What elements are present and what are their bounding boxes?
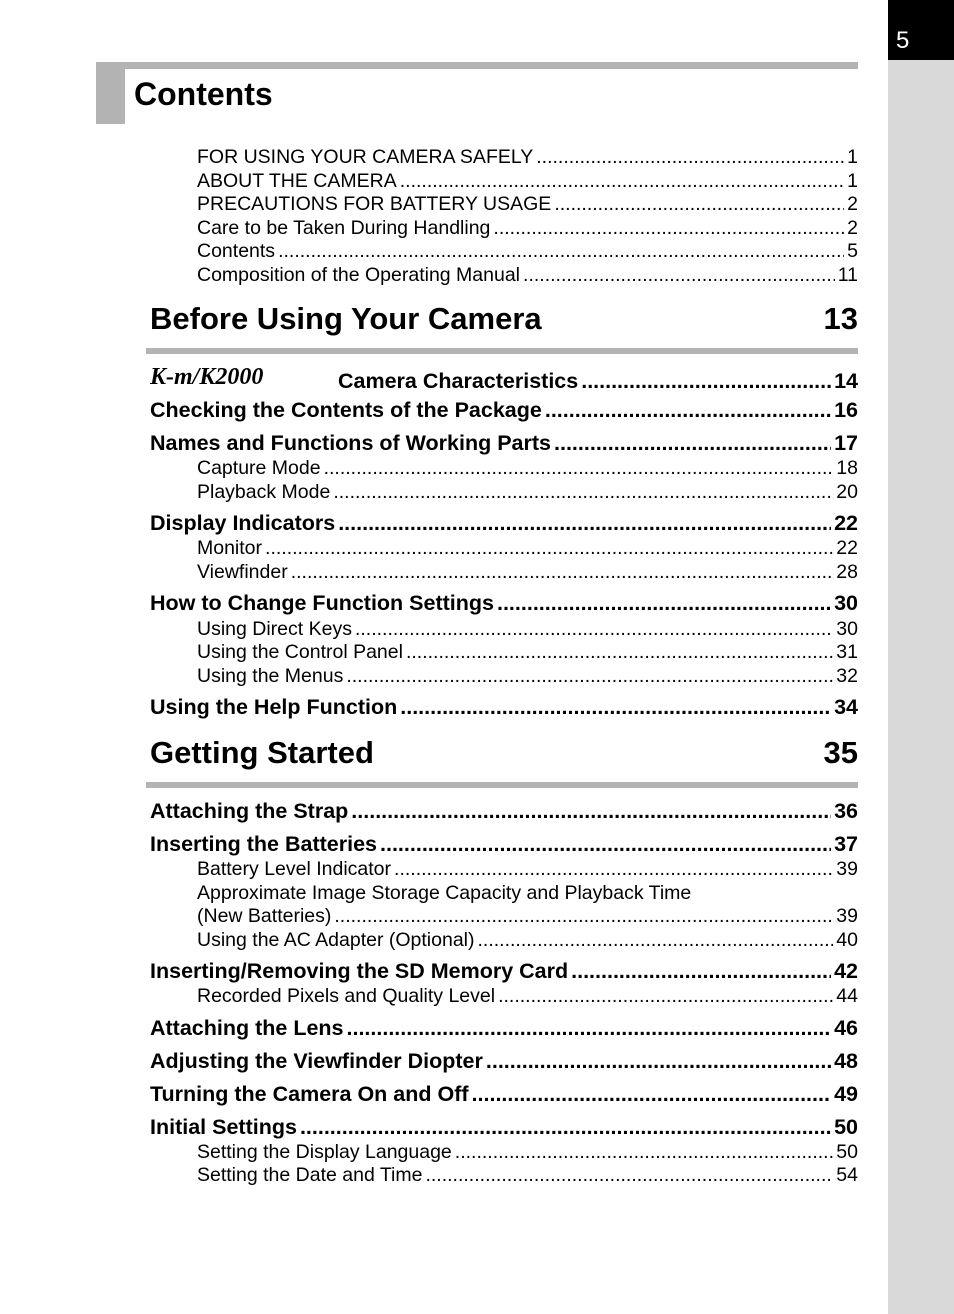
toc-sub-entry[interactable]: Using the Control Panel ..... 31 (197, 640, 858, 664)
toc-chapter-entry[interactable]: Display Indicators ..... 22 (150, 510, 858, 536)
toc-chapter-entry[interactable]: Attaching the Lens ..... 46 (150, 1015, 858, 1041)
page-number: 5 (896, 27, 910, 54)
camera-model-logo (150, 364, 330, 388)
toc-entry[interactable]: ABOUT THE CAMERA ..... 1 (197, 169, 858, 193)
contents-header-bar (96, 62, 858, 69)
toc-chapter-entry[interactable]: Attaching the Strap ..... 36 (150, 798, 858, 824)
toc-sub-entry[interactable]: Setting the Display Language ..... 50 (197, 1140, 858, 1164)
toc-sub-entry[interactable]: Viewfinder ..... 28 (197, 560, 858, 584)
toc-sub-entry[interactable]: Monitor ..... 22 (197, 536, 858, 560)
toc-sub-entry[interactable]: Capture Mode ..... 18 (197, 456, 858, 480)
toc-sub-entry[interactable]: (New Batteries) ..... 39 (197, 904, 858, 928)
contents-header-block (96, 62, 125, 124)
toc-sub-entry[interactable]: Using the Menus ..... 32 (197, 664, 858, 688)
toc-sub-entry-label[interactable]: Approximate Image Storage Capacity and Playback Time (197, 882, 692, 904)
toc-sub-entry[interactable]: Playback Mode ..... 20 (197, 480, 858, 504)
section-page: 35 (823, 735, 858, 770)
camera-model-logo-text: K-m/K2000 (150, 364, 264, 388)
toc-chapter-entry[interactable]: Checking the Contents of the Package ..... 16 (150, 397, 858, 423)
toc-entry[interactable]: Contents ..... 5 (197, 239, 858, 263)
section-title: Before Using Your Camera (150, 301, 542, 336)
side-thumb-strip (888, 0, 954, 1314)
toc-chapter-entry[interactable]: Using the Help Function ..... 34 (150, 694, 858, 720)
toc-chapter-entry[interactable]: Initial Settings ..... 50 (150, 1114, 858, 1140)
section-heading[interactable] (150, 301, 858, 337)
toc-chapter-entry[interactable]: How to Change Function Settings ..... 30 (150, 590, 858, 616)
section-rule (146, 782, 858, 788)
section-rule (146, 348, 858, 354)
toc-chapter-entry[interactable]: Inserting/Removing the SD Memory Card ..... 42 (150, 958, 858, 984)
toc-entry[interactable]: FOR USING YOUR CAMERA SAFELY ..... 1 (197, 145, 858, 169)
section-page: 13 (823, 301, 858, 336)
toc-chapter-entry[interactable]: K-m/K2000 Camera Characteristics ..... 14 (150, 364, 858, 394)
toc-sub-entry[interactable]: Battery Level Indicator ..... 39 (197, 857, 858, 881)
section-title: Getting Started (150, 735, 374, 770)
toc-entry[interactable]: Care to be Taken During Handling ..... 2 (197, 216, 858, 240)
section-heading[interactable] (150, 735, 858, 771)
toc-sub-entry[interactable]: Using the AC Adapter (Optional) ..... 40 (197, 928, 858, 952)
contents-title: Contents (134, 76, 273, 112)
toc-sub-entry[interactable]: Setting the Date and Time ..... 54 (197, 1163, 858, 1187)
toc-chapter-entry[interactable]: Adjusting the Viewfinder Diopter ..... 48 (150, 1048, 858, 1074)
toc-chapter-entry[interactable]: Names and Functions of Working Parts ..... 17 (150, 430, 858, 456)
toc-entry[interactable]: PRECAUTIONS FOR BATTERY USAGE ..... 2 (197, 192, 858, 216)
toc-sub-entry[interactable]: Using Direct Keys ..... 30 (197, 617, 858, 641)
toc-chapter-entry[interactable]: Inserting the Batteries ..... 37 (150, 831, 858, 857)
toc-chapter-entry[interactable]: Turning the Camera On and Off ..... 49 (150, 1081, 858, 1107)
toc-entry[interactable]: Composition of the Operating Manual ..... 11 (197, 263, 858, 287)
toc-sub-entry[interactable]: Recorded Pixels and Quality Level ..... 44 (197, 984, 858, 1008)
